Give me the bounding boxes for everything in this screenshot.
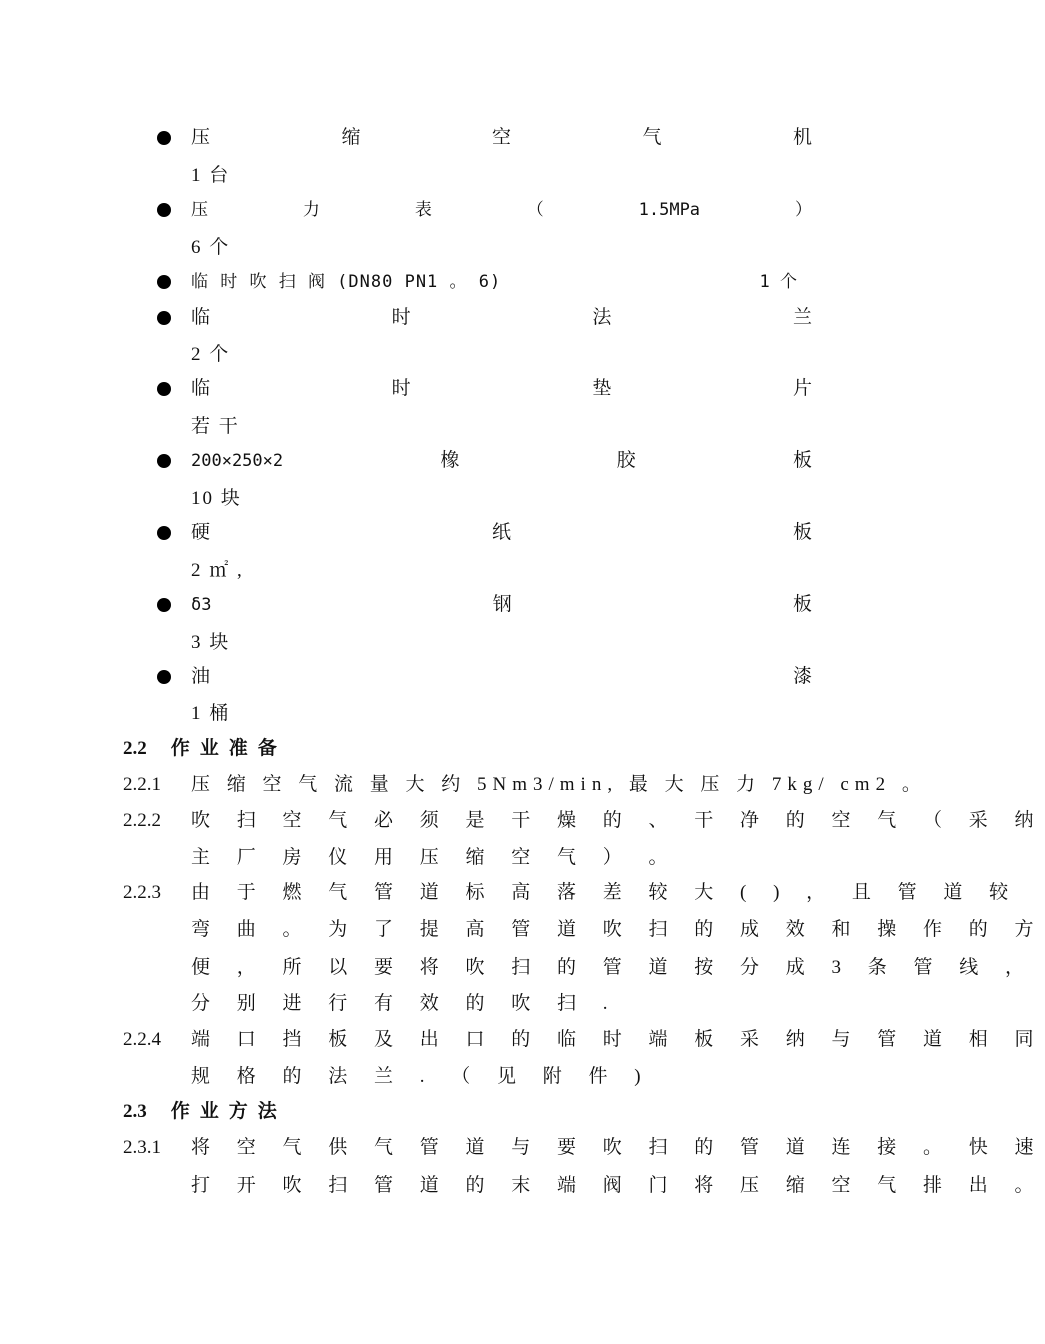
material-item-text: 压 <box>191 200 208 220</box>
material-quantity: 若 干 <box>191 416 240 437</box>
material-quantity: 1 桶 <box>191 703 231 724</box>
material-item <box>191 376 812 402</box>
clause-text: 由 于 燃 气 管 道 标 高 落 差 较 大 ( ) ， 且 管 道 较 <box>191 882 1020 903</box>
bullet-icon <box>157 131 171 145</box>
material-item-text: 法 <box>592 307 612 328</box>
material-item-text: （ <box>526 200 544 220</box>
clause-text: 压 缩 空 气 流 量 大 约 5Nm3/min, 最 大 压 力 7kg/ cm2 。 <box>191 774 927 795</box>
clause-text: 便 ， 所 以 要 将 吹 扫 的 管 道 按 分 成 3 条 管 线 ， <box>191 957 1036 978</box>
material-item-text: 缩 <box>341 127 361 148</box>
material-quantity: 2 个 <box>191 344 231 365</box>
material-item <box>191 592 812 618</box>
clause-number: 2.2.3 <box>123 882 161 903</box>
material-item-text: 硬 <box>191 522 211 543</box>
section-number: 2.2 <box>123 738 147 759</box>
bullet-icon <box>157 598 171 612</box>
material-item <box>191 664 812 690</box>
clause-text: 打 开 吹 扫 管 道 的 末 端 阀 门 将 压 缩 空 气 排 出 。 <box>191 1175 1045 1196</box>
bullet-icon <box>157 275 171 289</box>
section-number: 2.3 <box>123 1101 147 1122</box>
clause-number: 2.3.1 <box>123 1137 161 1158</box>
material-item-text: 板 <box>792 522 812 543</box>
material-item-text: 200×250×2 <box>191 451 284 471</box>
material-item-text: 表 <box>414 200 432 220</box>
material-item <box>191 269 797 295</box>
clause-text: 将 空 气 供 气 管 道 与 要 吹 扫 的 管 道 连 接 。 快 速 <box>191 1137 1045 1158</box>
material-quantity: 1 台 <box>191 165 231 186</box>
material-quantity: 2 ㎡ , <box>191 560 244 581</box>
clause-number: 2.2.1 <box>123 774 161 795</box>
material-item-text: 力 <box>302 200 320 220</box>
material-item-text: 时 <box>391 378 411 399</box>
clause-text: 分 别 进 行 有 效 的 吹 扫 . <box>191 993 619 1014</box>
bullet-icon <box>157 670 171 684</box>
material-item-text: 1.5MPa <box>638 200 701 220</box>
material-item-text: 临 <box>191 307 211 328</box>
clause-number: 2.2.4 <box>123 1029 161 1050</box>
material-item-text: 临 时 吹 扫 阀 (DN80 PN1 。 6) <box>191 272 502 292</box>
material-item-text: 1 个 <box>759 272 797 292</box>
material-item-text: 空 <box>491 127 511 148</box>
material-item-text: δ3 <box>191 595 212 615</box>
material-item-text: 板 <box>792 594 812 615</box>
material-item <box>191 197 812 223</box>
material-item-text: 兰 <box>792 307 812 328</box>
material-item-text: ） <box>794 200 812 220</box>
bullet-icon <box>157 454 171 468</box>
material-item-text: 气 <box>642 127 662 148</box>
material-item-text: 胶 <box>616 450 636 471</box>
material-item-text: 漆 <box>792 666 812 687</box>
material-item-text: 时 <box>391 307 411 328</box>
material-item-text: 临 <box>191 378 211 399</box>
bullet-icon <box>157 382 171 396</box>
material-item <box>191 448 812 474</box>
clause-text: 主 厂 房 仪 用 压 缩 空 气 ） 。 <box>191 847 679 868</box>
material-item <box>191 520 812 546</box>
material-item-text: 板 <box>792 450 812 471</box>
material-quantity: 3 块 <box>191 632 231 653</box>
material-item-text: 橡 <box>440 450 460 471</box>
material-quantity: 6 个 <box>191 237 231 258</box>
material-item-text: 钢 <box>492 594 512 615</box>
clause-number: 2.2.2 <box>123 810 161 831</box>
material-item-text: 纸 <box>491 522 511 543</box>
material-item <box>191 305 812 331</box>
material-quantity: 10 块 <box>191 488 242 509</box>
section-title: 作业准备 <box>170 738 287 759</box>
material-item-text: 油 <box>191 666 211 687</box>
material-item-text: 机 <box>792 127 812 148</box>
clause-text: 吹 扫 空 气 必 须 是 干 燥 的 、 干 净 的 空 气 （ 采 纳 <box>191 810 1045 831</box>
material-item-text: 压 <box>191 127 211 148</box>
material-item-text: 垫 <box>592 378 612 399</box>
material-item-text: 片 <box>792 378 812 399</box>
bullet-icon <box>157 526 171 540</box>
material-item <box>191 125 812 151</box>
section-heading <box>123 736 287 762</box>
clause-text: 弯 曲 。 为 了 提 高 管 道 吹 扫 的 成 效 和 操 作 的 方 <box>191 919 1045 940</box>
bullet-icon <box>157 203 171 217</box>
section-title: 作业方法 <box>170 1101 287 1122</box>
section-heading <box>123 1099 287 1125</box>
bullet-icon <box>157 311 171 325</box>
clause-text: 端 口 挡 板 及 出 口 的 临 时 端 板 采 纳 与 管 道 相 同 <box>191 1029 1045 1050</box>
clause-text: 规 格 的 法 兰 . （ 见 附 件 ) <box>191 1066 652 1087</box>
